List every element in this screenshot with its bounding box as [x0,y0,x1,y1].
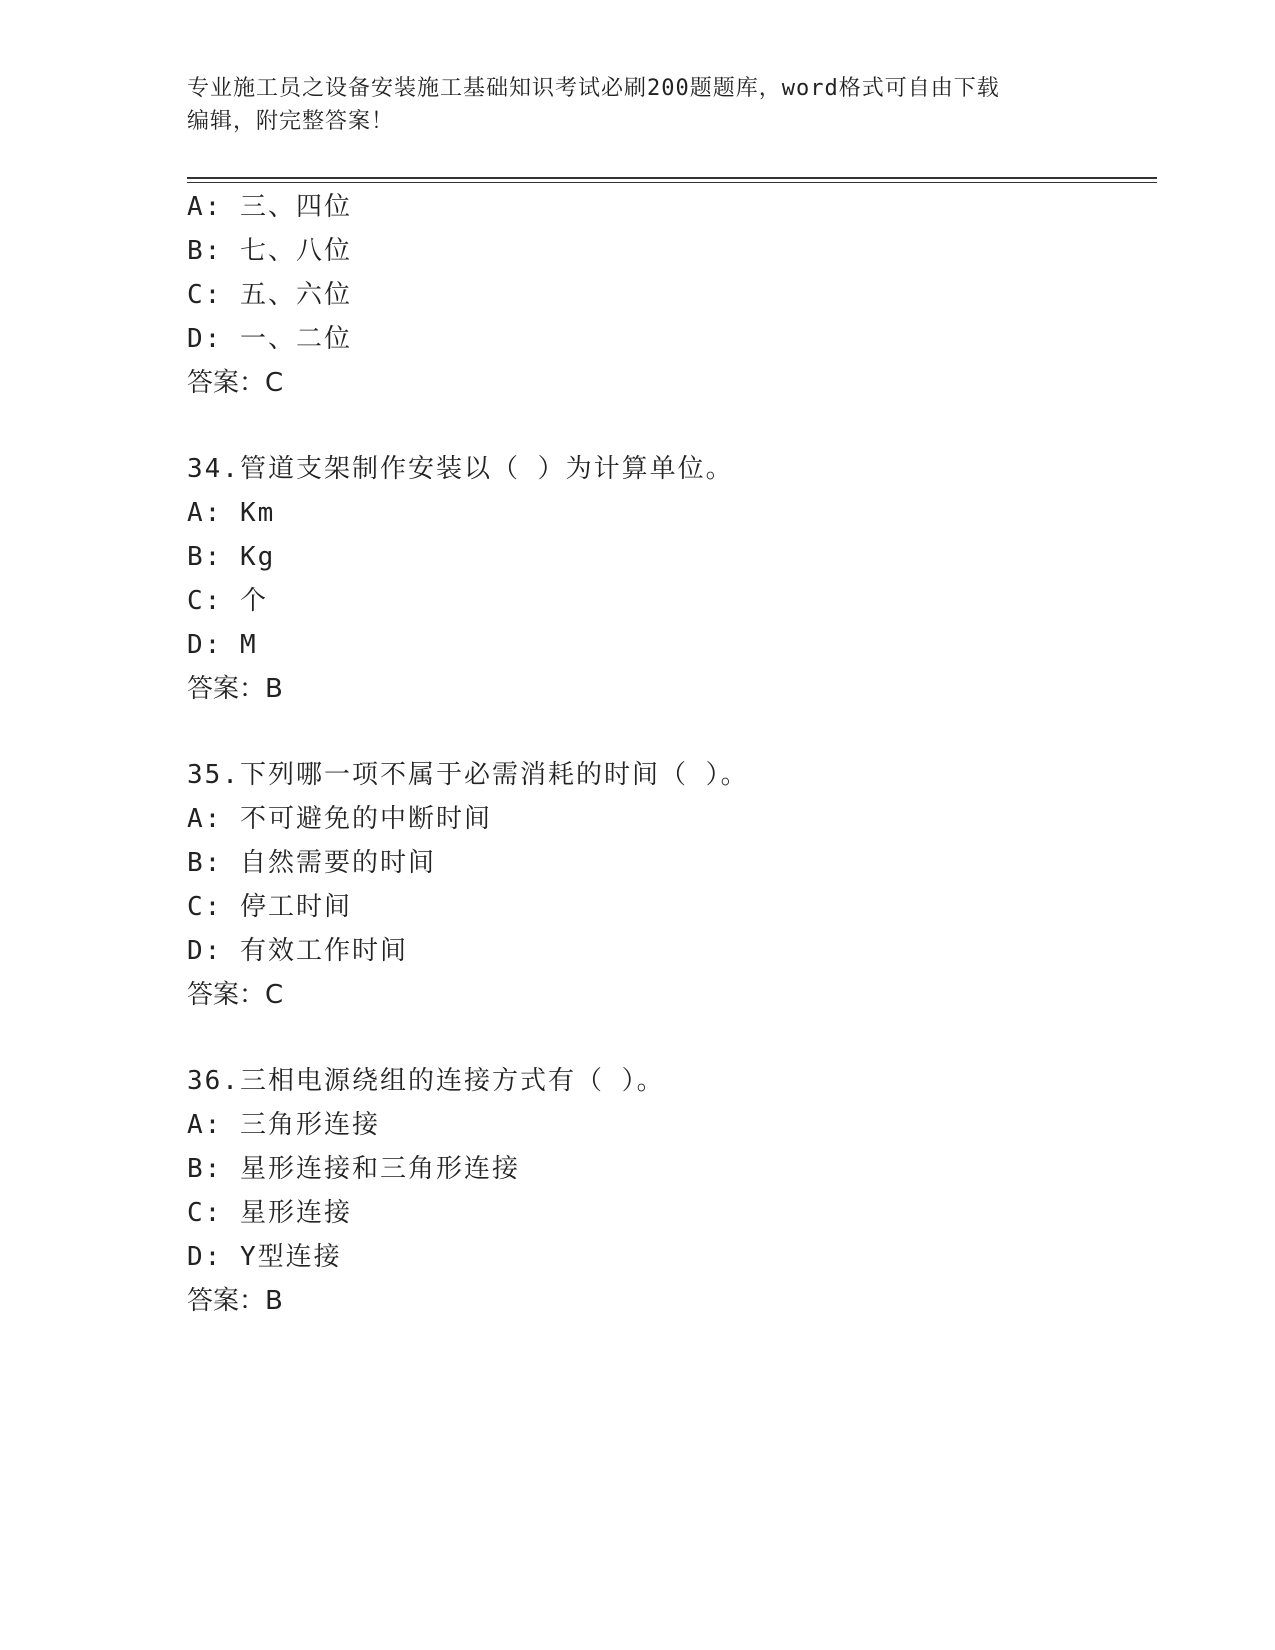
option-c: C: 星形连接 [187,1198,352,1228]
header-line-1: 专业施工员之设备安装施工基础知识考试必刷200题题库，word格式可自由下载 [187,76,1000,101]
option-d: D: Y型连接 [187,1242,342,1272]
question-stem: 35.下列哪一项不属于必需消耗的时间（ ）。 [187,760,749,790]
header-rule-thin [187,182,1157,183]
option-b: B: 星形连接和三角形连接 [187,1154,520,1184]
option-b: B: Kg [187,542,276,572]
answer-line: 答案：C [187,980,284,1010]
option-b: B: 自然需要的时间 [187,848,436,878]
option-a: A: Km [187,498,276,528]
option-d: D: 一、二位 [187,324,352,354]
option-c: C: 个 [187,586,268,616]
option-a: A: 三角形连接 [187,1110,380,1140]
option-d: D: 有效工作时间 [187,936,408,966]
answer-line: 答案：B [187,1286,283,1316]
question-stem: 36.三相电源绕组的连接方式有（ ）。 [187,1066,665,1096]
answer-line: 答案：C [187,368,284,398]
option-b: B: 七、八位 [187,236,352,266]
option-a: A: 三、四位 [187,192,352,222]
header-rule-thick [187,177,1157,179]
answer-line: 答案：B [187,674,283,704]
option-c: C: 五、六位 [187,280,352,310]
document-header [187,72,1087,138]
question-stem: 34.管道支架制作安装以（ ）为计算单位。 [187,454,734,484]
option-c: C: 停工时间 [187,892,352,922]
option-d: D: M [187,630,258,660]
option-a: A: 不可避免的中断时间 [187,804,492,834]
header-line-2: 编辑，附完整答案！ [187,109,395,134]
